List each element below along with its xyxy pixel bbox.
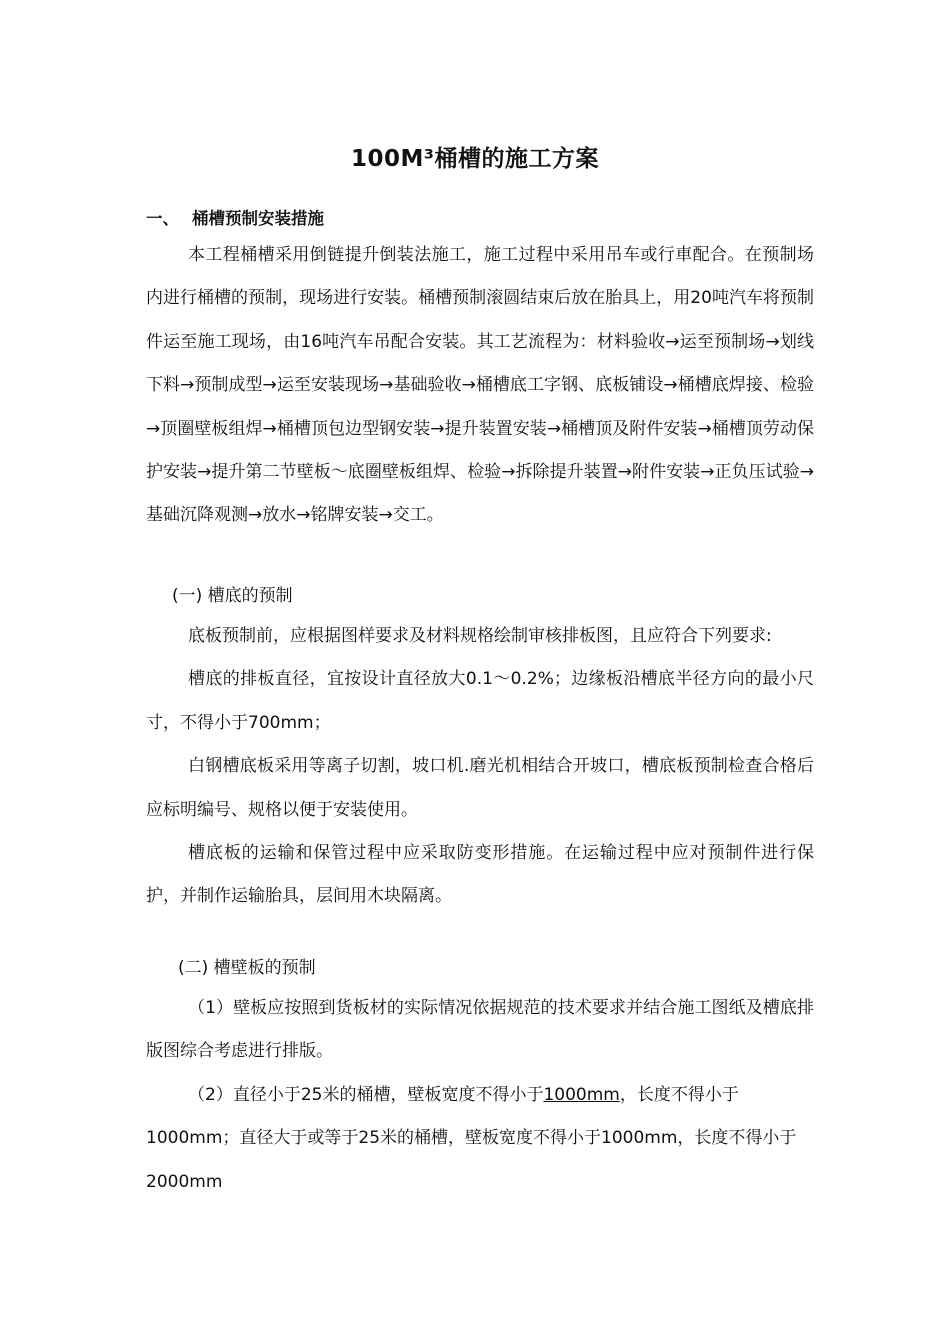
paragraph-bottom-diameter: 槽底的排板直径，宜按设计直径放大0.1～0.2%；边缘板沿槽底半径方向的最小尺寸，不得小于700mm； <box>146 669 814 733</box>
paragraph-wall-layout: （1）壁板应按照到货板材的实际情况依据规范的技术要求并结合施工图纸及槽底排版图综合考虑进行排版。 <box>146 998 814 1062</box>
subheading-wall-plate: (二) 槽壁板的预制 <box>178 958 316 978</box>
subsection-2-body <box>146 987 814 1204</box>
paragraph-process-flow: 本工程桶槽采用倒链提升倒装法施工，施工过程中采用吊车或行車配合。在预制场内进行桶槽的预制，现场进行安装。桶槽预制滚圆结束后放在胎具上，用20吨汽车将预制件运至施工现场，由16吨汽车吊配合安装。其工艺流程为：材料验收→运至预制场→划线下料→预制成型→运至安装现场→基础验收→桶槽底工字钢、底板铺设→桶槽底焊接、检验→顶圈壁板组焊→桶槽顶包边型钢安装→提升装置安装→桶槽顶及附件安装→桶槽顶劳动保护安装→提升第二节壁板～底圈壁板组焊、检验→拆除提升装置→附件安装→正负压试验→基础沉降观测→放水→铭牌安装→交工。 <box>146 245 814 526</box>
paragraph-bottom-layout: 底板预制前，应根据图样要求及材料规格绘制审核排板图，且应符合下列要求: <box>188 626 772 646</box>
wall-size-text-c: ，长度不得小于1000mm；直径大于或等于25米的桶槽，壁板宽度不得小于1000mm，长度不得小于2000mm <box>146 1084 797 1192</box>
section-heading <box>146 205 324 229</box>
subsection-1 <box>146 577 814 615</box>
section-number: 一、 <box>146 209 179 228</box>
document-title: 100M³桶槽的施工方案 <box>351 146 599 172</box>
section-body <box>146 234 814 538</box>
subsection-1-body <box>146 615 814 919</box>
subheading-tank-bottom: (一) 槽底的预制 <box>172 586 293 606</box>
subsection-2 <box>146 949 814 987</box>
wall-size-text-a: （2）直径小于25米的桶槽，壁板宽度不得小于 <box>188 1084 544 1105</box>
paragraph-wall-size <box>146 1074 814 1204</box>
wall-size-underlined: 1000mm <box>543 1084 620 1105</box>
paragraph-bottom-transport: 槽底板的运输和保管过程中应采取防变形措施。在运输过程中应对预制件进行保护，并制作运输胎具，层间用木块隔离。 <box>146 843 814 907</box>
paragraph-bottom-cutting: 白钢槽底板采用等离子切割，坡口机.磨光机相结合开坡口，槽底板预制检查合格后应标明编号、规格以便于安装使用。 <box>146 756 814 820</box>
section-label: 桶槽预制安装措施 <box>192 209 324 228</box>
